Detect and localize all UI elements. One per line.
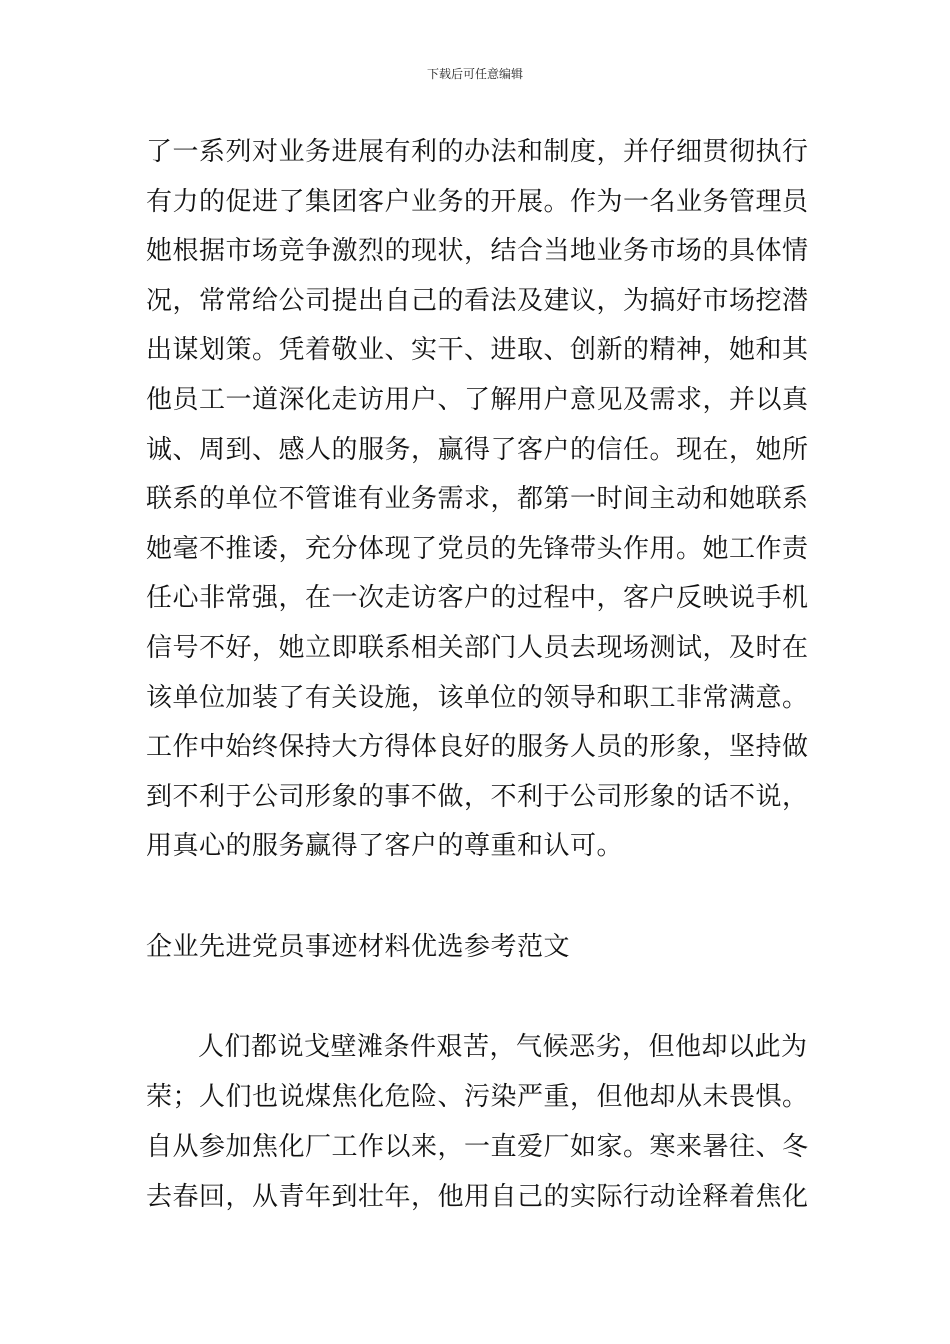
paragraph-line: 该单位加装了有关设施，该单位的领导和职工非常满意。 [146,682,809,713]
paragraph-line: 她根据市场竞争激烈的现状，结合当地业务市场的具体情 [146,236,809,267]
paragraph-line: 自从参加焦化厂工作以来，一直爱厂如家。寒来暑往、冬 [146,1132,809,1162]
paragraph-line: 信号不好，她立即联系相关部门人员去现场测试，及时在 [146,632,809,663]
paragraph-1 [146,128,826,872]
paragraph-line: 他员工一道深化走访用户、了解用户意见及需求，并以真 [146,384,809,415]
paragraph-2 [146,1022,826,1222]
paragraph-line: 工作中始终保持大方得体良好的服务人员的形象，坚持做 [146,732,809,763]
paragraph-line: 荣；人们也说煤焦化危险、污染严重，但他却从未畏惧。 [146,1082,809,1112]
paragraph-line: 诚、周到、感人的服务，赢得了客户的信任。现在，她所 [146,434,809,465]
paragraph-line: 到不利于公司形象的事不做，不利于公司形象的话不说， [146,781,809,812]
paragraph-line: 她毫不推诿，充分体现了党员的先锋带头作用。她工作责 [146,533,809,564]
paragraph-line: 有力的促进了集团客户业务的开展。作为一名业务管理员 [146,186,809,217]
paragraph-line: 出谋划策。凭着敬业、实干、进取、创新的精神，她和其 [146,335,809,366]
paragraph-line: 了一系列对业务进展有利的办法和制度，并仔细贯彻执行 [146,137,809,167]
paragraph-line: 人们都说戈壁滩条件艰苦，气候恶劣，但他却以此为 [198,1032,808,1062]
paragraph-line: 用真心的服务赢得了客户的尊重和认可。 [146,831,624,862]
paragraph-line: 联系的单位不管谁有业务需求，都第一时间主动和她联系 [146,484,809,515]
page-header: 下载后可任意编辑 [426,67,523,81]
paragraph-line: 任心非常强，在一次走访客户的过程中，客户反映说手机 [146,583,809,614]
paragraph-line: 去春回，从青年到壮年，他用自己的实际行动诠释着焦化 [146,1182,809,1212]
paragraph-line: 况，常常给公司提出自己的看法及建议，为搞好市场挖潜 [146,285,809,316]
section-title: 企业先进党员事迹材料优选参考范文 [146,932,571,962]
